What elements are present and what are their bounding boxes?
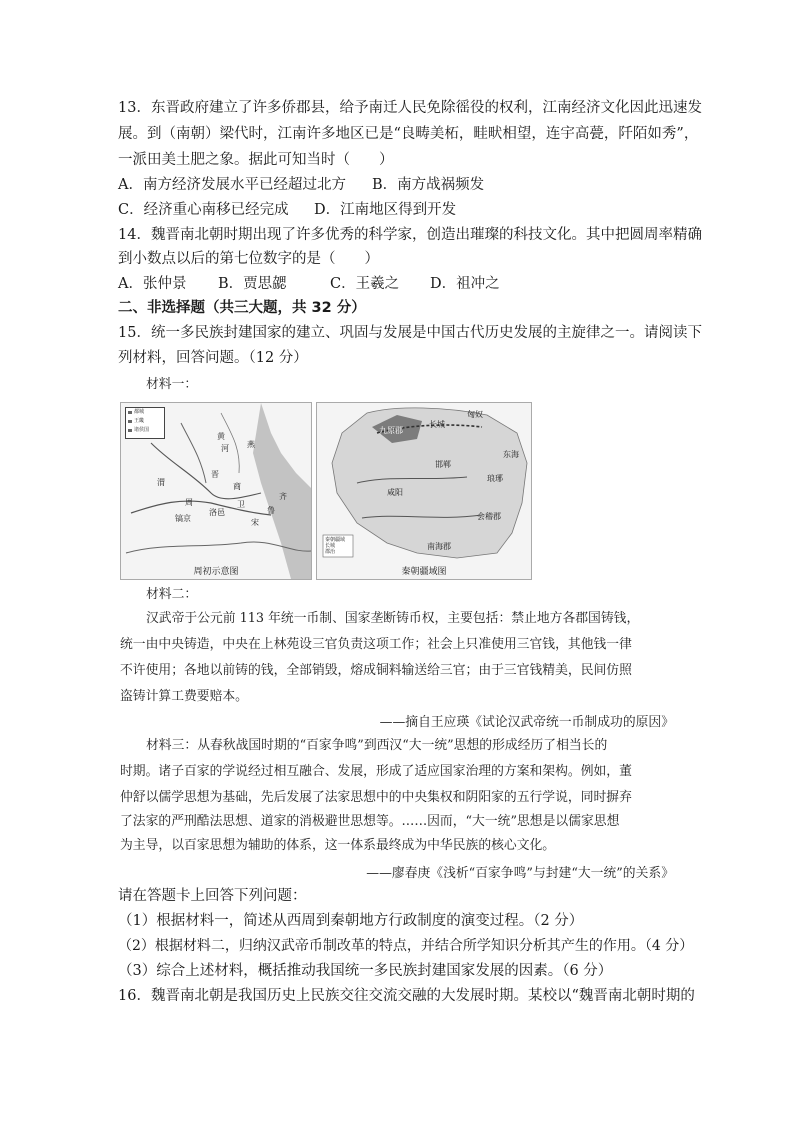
q13-line-3: 一派田美土肥之象。据此可知当时（ ）	[118, 152, 394, 168]
q15-sub-1: （1）根据材料一，简述从西周到秦朝地方行政制度的演变过程。（2 分）	[118, 913, 584, 929]
material-2-line-4: 盗铸计算工费要赔本。	[120, 689, 248, 704]
material-2-line-2: 统一由中央铸造，中央在上林苑设三官负责这项工作；社会上只准使用三官钱，其他钱一律	[120, 637, 632, 652]
q14-line-1: 14．魏晋南北朝时期出现了许多优秀的科学家，创造出璀璨的科技文化。其中把圆周率精确	[118, 227, 702, 243]
qin-map-caption: 秦朝疆域图	[401, 567, 447, 577]
q14-option-d[interactable]: D．祖冲之	[430, 276, 500, 292]
map-label: 晋	[211, 470, 219, 479]
material-3-line-1: 材料三：从春秋战国时期的“百家争鸣”到西汉“大一统”思想的形成经历了相当长的	[146, 738, 608, 753]
material-2-line-3: 不许使用；各地以前铸的钱，全部销毁，熔成铜料输送给三官；由于三官钱精美，民间仿照	[120, 663, 632, 678]
q13-option-d[interactable]: D．江南地区得到开发	[314, 202, 457, 218]
map-label: 黄	[217, 432, 225, 441]
material-3-line-5: 为主导，以百家思想为辅助的体系，这一体系最终成为中华民族的核心文化。	[120, 838, 556, 853]
map-label: 镐京	[175, 514, 191, 523]
material-2-label: 材料二：	[146, 587, 198, 602]
map-label: 南海郡	[427, 542, 451, 551]
material-3-line-4: 了法家的严刑酷法思想、道家的消极避世思想等。……因而，“大一统”思想是以儒家思想	[120, 814, 620, 829]
map-label: 邯郸	[435, 460, 451, 469]
q13-option-b[interactable]: B．南方战祸频发	[372, 177, 485, 193]
q16-line-1: 16．魏晋南北朝是我国历史上民族交往交流交融的大发展时期。某校以“魏晋南北朝时期的	[118, 988, 695, 1004]
map-label: 齐	[279, 492, 287, 501]
q15-prompt: 请在答题卡上回答下列问题：	[118, 888, 307, 904]
map-label: 会稽郡	[477, 512, 501, 521]
q14-option-a[interactable]: A．张仲景	[118, 276, 187, 292]
q15-line-1: 15．统一多民族封建国家的建立、巩固与发展是中国古代历史发展的主旋律之一。请阅读下	[118, 325, 702, 341]
material-2-line-1: 汉武帝于公元前 113 年统一币制、国家垄断铸币权，主要包括：禁止地方各郡国铸钱，	[146, 611, 640, 626]
q15-line-2: 列材料，回答问题。（12 分）	[118, 350, 308, 366]
legend-entry: 王畿	[126, 417, 164, 426]
q14-option-c[interactable]: C．王羲之	[330, 276, 400, 292]
legend-entry: 长城	[325, 543, 336, 549]
zhou-map	[120, 402, 312, 580]
map-label: 鲁	[267, 506, 275, 515]
q13-option-c[interactable]: C．经济重心南移已经完成	[118, 202, 289, 218]
q14-line-2: 到小数点以后的第七位数字的是（ ）	[118, 251, 379, 267]
zhou-map-caption: 周初示意图	[193, 567, 239, 577]
q13-options-row-2	[118, 200, 678, 220]
legend-entry: 都城	[126, 408, 164, 417]
q13-options-row-1	[118, 175, 678, 195]
map-label: 河	[221, 444, 229, 453]
legend-entry: 秦朝疆域	[325, 537, 346, 543]
map-label: 燕	[247, 440, 255, 449]
q14-options	[118, 274, 678, 294]
map-label: 咸阳	[387, 488, 403, 497]
qin-map-legend	[325, 537, 345, 555]
map-label: 商	[233, 482, 241, 491]
material-3-source: ——廖春庚《浅析“百家争鸣”与封建“大一统”的关系》	[366, 866, 674, 881]
map-label: 洛邑	[209, 508, 225, 517]
map-label: 渭	[157, 478, 165, 487]
qin-map	[316, 402, 532, 580]
map-label: 宋	[251, 518, 259, 527]
material-3-line-2: 时期。诸子百家的学说经过相互融合、发展，形成了适应国家治理的方案和架构。例如，董	[120, 764, 632, 779]
map-label: 东海	[503, 450, 519, 459]
section-2-heading: 二、非选择题（共三大题，共 32 分）	[118, 300, 366, 316]
material-2-source: ——摘自王应瑛《试论汉武帝统一币制成功的原因》	[379, 715, 674, 730]
zhou-map-legend	[125, 407, 165, 439]
q14-option-b[interactable]: B．贾思勰	[218, 276, 287, 292]
q15-sub-2: （2）根据材料二，归纳汉武帝币制改革的特点，并结合所学知识分析其产生的作用。（4 分）	[118, 938, 694, 954]
material-3-line-3: 仲舒以儒学思想为基础，先后发展了法家思想中的中央集权和阴阳家的五行学说，同时摒弃	[120, 790, 632, 805]
map-label: 长城	[429, 420, 445, 429]
map-label: 匈奴	[467, 410, 483, 419]
legend-entry: 诸侯国	[126, 426, 164, 435]
q13-option-a[interactable]: A．南方经济发展水平已经超过北方	[118, 177, 346, 193]
map-label: 九原郡	[379, 426, 403, 435]
legend-entry: 郡治	[325, 549, 336, 555]
q13-line-2: 展。到（南朝）梁代时，江南许多地区已是“良畴美柘，畦畎相望，连宇高甍，阡陌如秀”，	[118, 126, 699, 142]
map-label: 琅琊	[487, 474, 503, 483]
map-label: 周	[185, 498, 193, 507]
qin-map-drawing	[317, 403, 531, 579]
map-label: 卫	[237, 500, 245, 509]
q15-sub-3: （3）综合上述材料，概括推动我国统一多民族封建国家发展的因素。（6 分）	[118, 963, 613, 979]
q13-line-1: 13．东晋政府建立了许多侨郡县，给予南迁人民免除徭役的权利，江南经济文化因此迅速发	[118, 100, 702, 116]
material-1-label: 材料一：	[146, 377, 198, 392]
